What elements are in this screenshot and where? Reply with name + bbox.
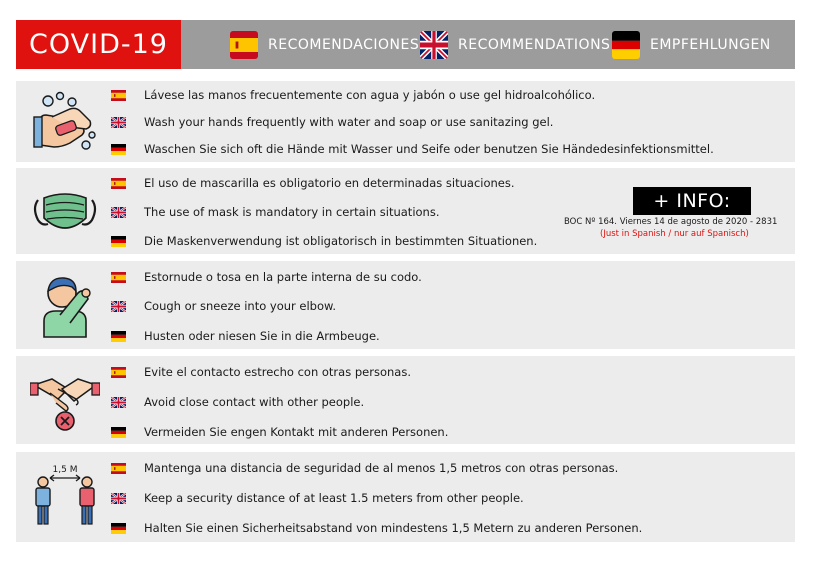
recommendation-text: The use of mask is mandatory in certain situations.	[144, 205, 440, 219]
recommendation-text: Vermeiden Sie engen Kontakt mit anderen Personen.	[144, 425, 449, 439]
recommendation-text: Husten oder niesen Sie in die Armbeuge.	[144, 329, 380, 343]
de-flag-icon	[111, 144, 126, 155]
recommendation-text: Die Maskenverwendung ist obligatorisch in bestimmten Situationen.	[144, 234, 538, 248]
distance-label: 1,5 M	[52, 465, 78, 475]
section-sneeze-elbow	[16, 261, 795, 349]
recommendation-text: Wash your hands frequently with water and soap or use sanitazing gel.	[144, 115, 554, 129]
social-distance-icon	[30, 462, 100, 532]
es-flag-icon	[111, 90, 126, 101]
list-item	[111, 84, 595, 106]
uk-flag-icon	[111, 117, 126, 128]
section-hand-washing	[16, 81, 795, 162]
header-label-en: RECOMMENDATIONS	[458, 36, 611, 53]
header-label-es: RECOMENDACIONES	[268, 36, 420, 53]
recommendation-text: Mantenga una distancia de seguridad de al menos 1,5 metros con otras personas.	[144, 461, 619, 475]
info-reference: BOC Nº 164. Viernes 14 de agosto de 2020 - 2831	[564, 217, 778, 227]
list-item	[111, 266, 422, 288]
list-item	[111, 230, 537, 252]
recommendation-text: Estornude o tosa en la parte interna de su codo.	[144, 270, 422, 284]
list-item	[111, 172, 515, 194]
list-item	[111, 487, 524, 509]
list-item	[111, 325, 380, 347]
section-face-mask	[16, 168, 795, 254]
info-note: (Just in Spanish / nur auf Spanisch)	[600, 229, 749, 239]
recommendation-text: Waschen Sie sich oft die Hände mit Wasser und Seife oder benutzen Sie Händedesinfektionsmittel.	[144, 142, 714, 156]
header-item-es	[230, 20, 419, 69]
de-flag-icon	[111, 331, 126, 342]
no-handshake-icon	[30, 365, 100, 435]
list-item	[111, 421, 448, 443]
uk-flag-icon	[111, 493, 126, 504]
recommendation-text: Avoid close contact with other people.	[144, 395, 365, 409]
header-bar	[16, 20, 795, 69]
uk-flag-icon	[111, 207, 126, 218]
recommendation-text: Halten Sie einen Sicherheitsabstand von mindestens 1,5 Metern zu anderen Personen.	[144, 521, 643, 535]
recommendation-text: Evite el contacto estrecho con otras personas.	[144, 365, 411, 379]
de-flag-icon	[111, 427, 126, 438]
header-item-de	[612, 20, 771, 69]
es-flag-icon	[230, 31, 258, 59]
list-item	[111, 517, 642, 539]
recommendation-text: Lávese las manos frecuentemente con agua y jabón o use gel hidroalcohólico.	[144, 88, 596, 102]
header-label-de: EMPFEHLUNGEN	[650, 36, 771, 53]
de-flag-icon	[612, 31, 640, 59]
uk-flag-icon	[420, 31, 448, 59]
list-item	[111, 457, 618, 479]
es-flag-icon	[111, 178, 126, 189]
sneeze-elbow-icon	[30, 271, 100, 341]
more-info-button[interactable]: + INFO:	[633, 187, 751, 215]
es-flag-icon	[111, 463, 126, 474]
face-mask-icon	[30, 178, 100, 248]
list-item	[111, 138, 714, 160]
uk-flag-icon	[111, 301, 126, 312]
list-item	[111, 295, 336, 317]
de-flag-icon	[111, 236, 126, 247]
de-flag-icon	[111, 523, 126, 534]
recommendation-text: Keep a security distance of at least 1.5 meters from other people.	[144, 491, 524, 505]
list-item	[111, 111, 553, 133]
list-item	[111, 391, 364, 413]
recommendation-text: Cough or sneeze into your elbow.	[144, 299, 337, 313]
es-flag-icon	[111, 272, 126, 283]
uk-flag-icon	[111, 397, 126, 408]
section-social-distance	[16, 452, 795, 542]
list-item	[111, 361, 411, 383]
page-title: COVID-19	[16, 20, 181, 69]
list-item	[111, 201, 439, 223]
hand-washing-icon	[30, 87, 100, 157]
section-no-handshake	[16, 356, 795, 444]
es-flag-icon	[111, 367, 126, 378]
header-item-en	[420, 20, 610, 69]
recommendation-text: El uso de mascarilla es obligatorio en determinadas situaciones.	[144, 176, 515, 190]
